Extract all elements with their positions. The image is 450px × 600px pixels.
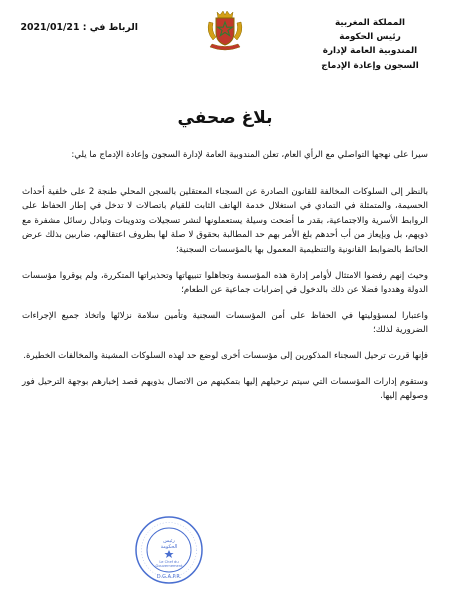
date-line <box>18 22 138 33</box>
institution-header <box>310 16 430 73</box>
header-line-kingdom: المملكة المغربية <box>334 18 406 28</box>
seal-line-3: Le Chef du <box>159 560 179 564</box>
header-line-delegation: المندوبية العامة لإدارة <box>322 46 418 57</box>
header-line-head-of-government: رئيس الحكومة <box>339 32 401 43</box>
seal-line-4: Gouvernement <box>155 564 183 568</box>
seal-line-2: الحكومة <box>160 544 178 550</box>
seal-line-1: رئيس <box>163 538 175 544</box>
paragraph-responsibility: واعتبارا لمسؤوليتها في الحفاظ على أمن المؤسسات السجنية وتأمين سلامة نزلائها واتخاذ جميع الإجراءات الضرورية لذلك؛ <box>22 310 428 336</box>
paragraph-refusal: وحيث إنهم رفضوا الامتثال لأوامر إدارة هذه المؤسسة وتجاهلوا تنبيهاتها وتحذيراتها المتكررة، ولم يوقروا مؤسسات الدولة وهددوا فضلا عن ذلك بالدخول في إضرابات جماعية عن الطعام؛ <box>22 270 428 296</box>
document-body <box>22 148 428 415</box>
seal-bottom-text: D.G.A.P.R. <box>156 574 182 580</box>
paragraph-contact: وستقوم إدارات المؤسسات التي سيتم ترحيلهم إليها بتمكينهم من الاتصال بذويهم قصد إخبارهم بوجهة الترحيل فور وصولهم إليها. <box>22 376 428 402</box>
paragraph-violations: بالنظر إلى السلوكات المخالفة للقانون الصادرة عن السجناء المعتقلين بالسجن المحلي طنجة 2 على خلفية أحداث الحسيمة، والمتمثلة في التمادي في استغلال خدمة الهاتف الثابت للقيام باتصالات لا تدخل في إطار الحفاظ على الروابط الأسرية والاجتماعية، بقدر ما أضحت وسيلة يستعملونها لنشر تسجيلات وتدوينات وتبادل رسائل مشفرة مع ذويهم، بل وبإيعاز من أب أحدهم بلغ الأمر بهم حد المطالبة بحقوق لا صلة لها بظروف اعتقالهم، ضاربين بذلك عرض الحائط بالضوابط القانونية والتنظيمية المعمول بها بالمؤسسات السجنية؛ <box>22 186 428 255</box>
document-title: بلاغ صحفي <box>177 108 273 128</box>
date-value: 2021/01/21 <box>20 22 80 33</box>
official-seal-icon <box>134 515 204 585</box>
royal-coat-of-arms-icon <box>202 8 248 54</box>
date-label: الرباط في : <box>82 22 138 33</box>
paragraph-decision: فإنها قررت ترحيل السجناء المذكورين إلى مؤسسات أخرى لوضع حد لهذه السلوكات المشينة والمخالفات الخطيرة. <box>23 350 428 361</box>
paragraph-intro: سيرا على نهجها التواصلي مع الرأي العام، تعلن المندوبية العامة لإدارة السجون وإعادة الإدماج ما يلي: <box>71 150 428 160</box>
header-line-prisons: السجون وإعادة الإدماج <box>321 60 419 71</box>
